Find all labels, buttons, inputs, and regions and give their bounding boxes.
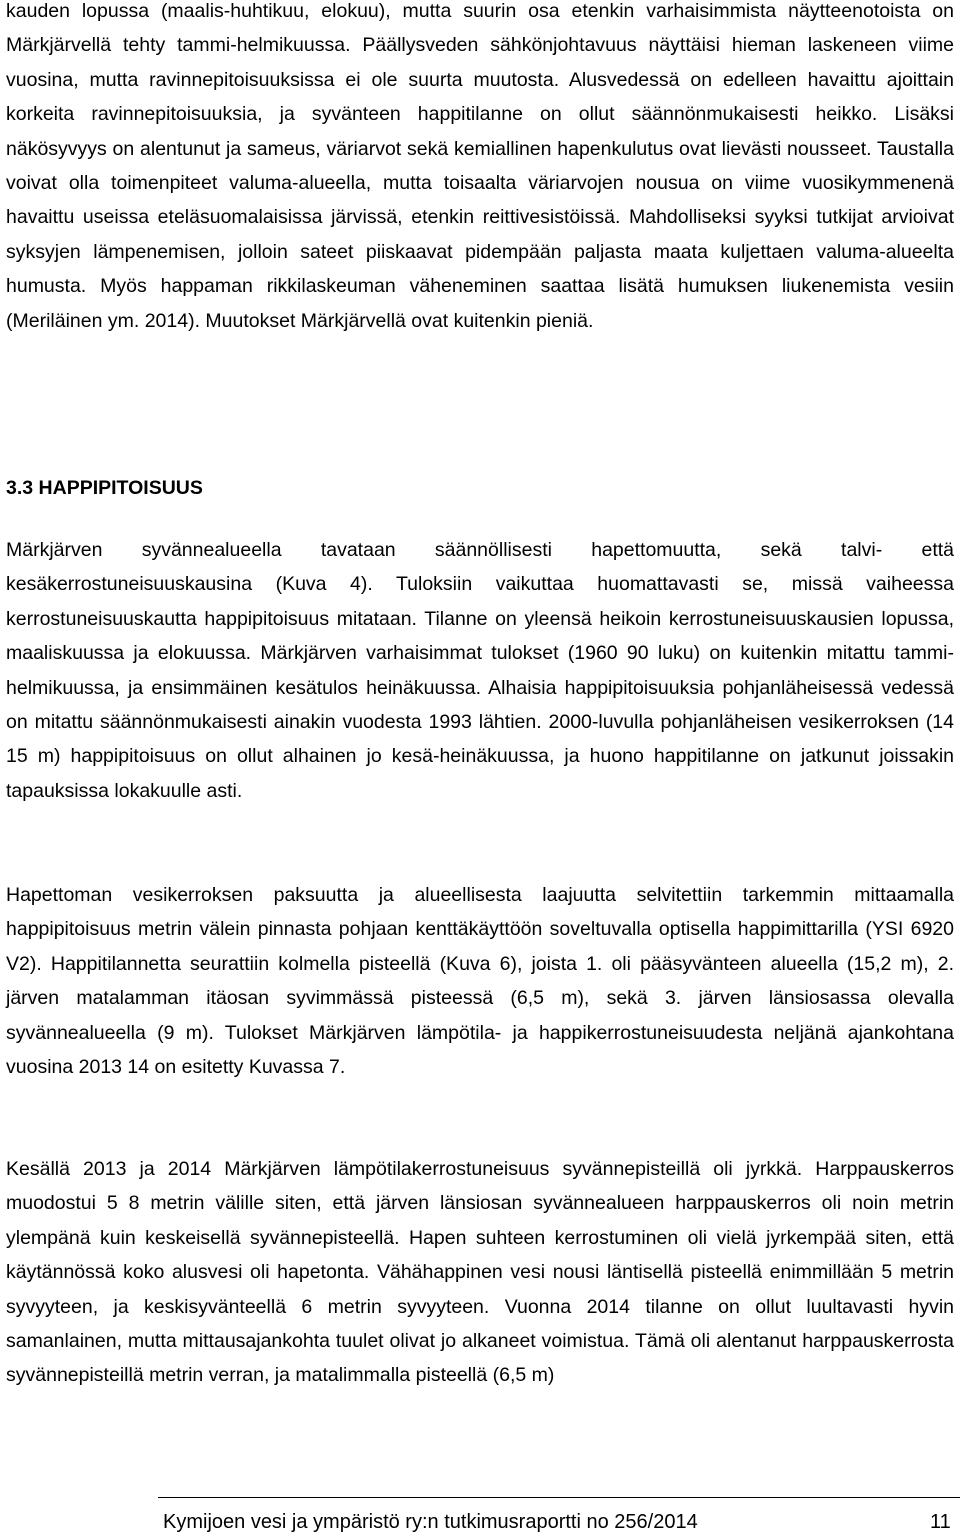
footer-divider — [158, 1497, 960, 1498]
paragraph-water-quality-trends: kauden lopussa (maalis-huhtikuu, elokuu), mutta suurin osa etenkin varhaisimmista näytteenotoista on Märkjärvellä tehty tammi-helmikuussa. Päällysveden sähkönjohtavuus näyttäisi hieman laskeneen viime vuosina, mutta ravinnepitoisuuksissa ei ole suurta muutosta. Alusvedessä on edelleen havaittu ajoittain korkeita ravinnepitoisuuksia, ja syvänteen happitilanne on ollut säännönmukaisesti heikko. Lisäksi näkösyvyys on alentunut ja sameus, väriarvot sekä kemiallinen hapenkulutus ovat lievästi nousseet. Taustalla voivat olla toimenpiteet valuma-alueella, mutta toisaalta väriarvojen nousua on viime vuosikymmenenä havaittu useissa eteläsuomalaisissa järvissä, etenkin reittivesistöissä. Mahdolliseksi syyksi tutkijat arvioivat syksyjen lämpenemisen, jolloin sateet piiskaavat pidempään paljasta maata kuljettaen valuma-alueelta humusta. Myös happaman rikkilaskeuman väheneminen saattaa lisätä humuksen liukenemista vesiin (Meriläinen ym. 2014). Muutokset Märkjärvellä ovat kuitenkin pieniä. — [6, 0, 954, 332]
paragraph-oxygen-measurement: Hapettoman vesikerroksen paksuutta ja alueellisesta laajuutta selvitettiin tarkemmin mittaamalla happipitoisuus metrin välein pinnasta pohjaan kenttäkäyttöön soveltuvalla optisella happimittarilla (YSI 6920 V2). Happitilannetta seurattiin kolmella pisteellä (Kuva 6), joista 1. oli pääsyvänteen alueella (15,2 m), 2. järven matalamman itäosan syvimmässä pisteessä (6,5 m), sekä 3. järven länsiosassa olevalla syvännealueella (9 m). Tulokset Märkjärven lämpötila- ja happikerrostuneisuudesta neljänä ajankohtana vuosina 2013 14 on esitetty Kuvassa 7. — [6, 884, 954, 1079]
paragraph-oxygen-deficiency: Märkjärven syvännealueella tavataan säännöllisesti hapettomuutta, sekä talvi- että kesäkerrostuneisuuskausina (Kuva 4). Tuloksiin vaikuttaa huomattavasti se, missä vaiheessa kerrostuneisuuskautta happipitoisuus mitataan. Tilanne on yleensä heikoin kerrostuneisuuskausien lopussa, maaliskuussa ja elokuussa. Märkjärven varhaisimmat tulokset (1960 90 luku) on kuitenkin mitattu tammi-helmikuussa, ja ensimmäinen kesätulos heinäkuussa. Alhaisia happipitoisuuksia pohjanläheisessä vedessä on mitattu säännönmukaisesti ainakin vuodesta 1993 lähtien. 2000-luvulla pohjanläheisen vesikerroksen (14 15 m) happipitoisuus on ollut alhainen jo kesä-heinäkuussa, ja huono happitilanne on jatkunut joissakin tapauksissa lokakuulle asti. — [6, 539, 954, 802]
page-footer — [0, 1505, 960, 1539]
section-heading-oxygen: 3.3 HAPPIPITOISUUS — [6, 477, 203, 499]
footer-page-number: 11 — [930, 1511, 951, 1533]
paragraph-stratification: Kesällä 2013 ja 2014 Märkjärven lämpötilakerrostuneisuus syvännepisteillä oli jyrkkä. Harppauskerros muodostui 5 8 metrin välille siten, että järven länsiosan syvännealueen harppauskerros oli noin metrin ylempänä kuin keskeisellä syvännepisteellä. Hapen suhteen kerrostuminen oli vielä jyrkempää siten, että käytännössä koko alusvesi oli hapetonta. Vähähappinen vesi nousi läntisellä pisteellä enimmillään 5 metrin syvyyteen, ja keskisyvänteellä 6 metrin syvyyteen. Vuonna 2014 tilanne on ollut luultavasti hyvin samanlainen, mutta mittausajankohta tuulet olivat jo alkaneet voimistua. Tämä oli alentanut harppauskerrosta syvännepisteillä metrin verran, ja matalimmalla pisteellä (6,5 m) — [6, 1158, 954, 1387]
footer-publication-title: Kymijoen vesi ja ympäristö ry:n tutkimusraportti no 256/2014 — [163, 1511, 698, 1533]
